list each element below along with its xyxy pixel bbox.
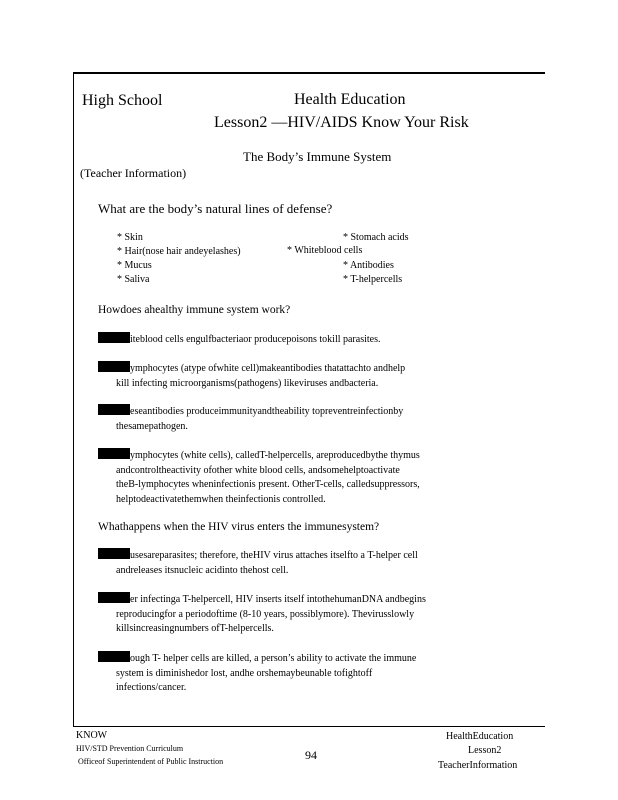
list-item: * Stomach acids [343, 232, 409, 243]
redaction-block [98, 548, 130, 559]
list-item: * Hair(nose hair andeyelashes) [117, 246, 241, 257]
paragraph: ymphocytes (white cells), calledT-helpercells, areproducedbythe thymus andcontroltheactivity ofother white blood cells, andsomehelptoactivate theB-lymphocytes wheninfectionis present. OtherT-cells, calledsuppressors, helptodeactivatethemwhen theinfectionis controlled. [98, 448, 508, 507]
left-rule [73, 72, 74, 727]
paragraph: usesareparasites; therefore, theHIV virus attaches itselfto a T-helper cell andreleases itsnucleic acidinto thehost cell. [98, 548, 508, 578]
paragraph: ough T- helper cells are killed, a person’s ability to activate the immune system is diminishedor lost, andhe orshemaybeunable tofightoff infections/cancer. [98, 651, 508, 696]
section2-question: Howdoes ahealthy immune system work? [98, 304, 291, 316]
bottom-rule [73, 726, 545, 727]
footer-curriculum: HIV/STD Prevention Curriculum [76, 744, 184, 753]
footer-office: Officeof Superintendent of Public Instruction [78, 757, 224, 766]
list-item: * Skin [117, 232, 143, 243]
list-item: * Antibodies [343, 260, 394, 271]
page-subtitle: (Teacher Information) [80, 166, 187, 180]
page-title: The Body’s Immune System [243, 149, 392, 164]
footer-know: KNOW [76, 730, 108, 741]
redaction-block [98, 361, 130, 372]
redaction-block [98, 332, 130, 343]
redaction-block [98, 651, 130, 662]
section3-question: Whathappens when the HIV virus enters the immunesystem? [98, 521, 380, 533]
redaction-block [98, 592, 130, 603]
paragraph: iteblood cells engulfbacteriaor producepoisons tokill parasites. [98, 332, 508, 348]
page-number: 94 [305, 748, 317, 762]
redaction-block [98, 448, 130, 459]
header-lesson: Lesson2 —HIV/AIDS Know Your Risk [214, 114, 469, 131]
footer-right-1: HealthEducation [446, 731, 514, 742]
header-center: Health Education [294, 91, 406, 108]
defense-list-left [117, 231, 241, 287]
list-item: * Mucus [117, 260, 152, 271]
paragraph: eseantibodies produceimmunityandtheability topreventreinfectionby thesamepathogen. [98, 404, 508, 434]
redaction-block [98, 404, 130, 415]
paragraph: ymphocytes (atype ofwhite cell)makeantibodies thatattachto andhelp kill infecting microorganisms(pathogens) likeviruses andbacteria. [98, 361, 508, 391]
header-left: High School [82, 92, 163, 109]
paragraph: er infectinga T-helpercell, HIV inserts itself intothehumanDNA andbegins reproducingfor a periodoftime (8-10 years, possiblymore). Thevirusslowly killsincreasingnumbers ofT-helpercells. [98, 592, 508, 637]
top-rule [73, 72, 545, 74]
list-item: * Saliva [117, 274, 150, 285]
defense-list-right [343, 231, 409, 287]
section1-question: What are the body’s natural lines of defense? [98, 201, 333, 216]
list-item: * T-helpercells [343, 274, 403, 285]
list-item-white-blood-cells: * Whiteblood cells [287, 245, 363, 256]
footer-right-3: TeacherInformation [438, 760, 518, 771]
footer-right-2: Lesson2 [468, 745, 502, 756]
